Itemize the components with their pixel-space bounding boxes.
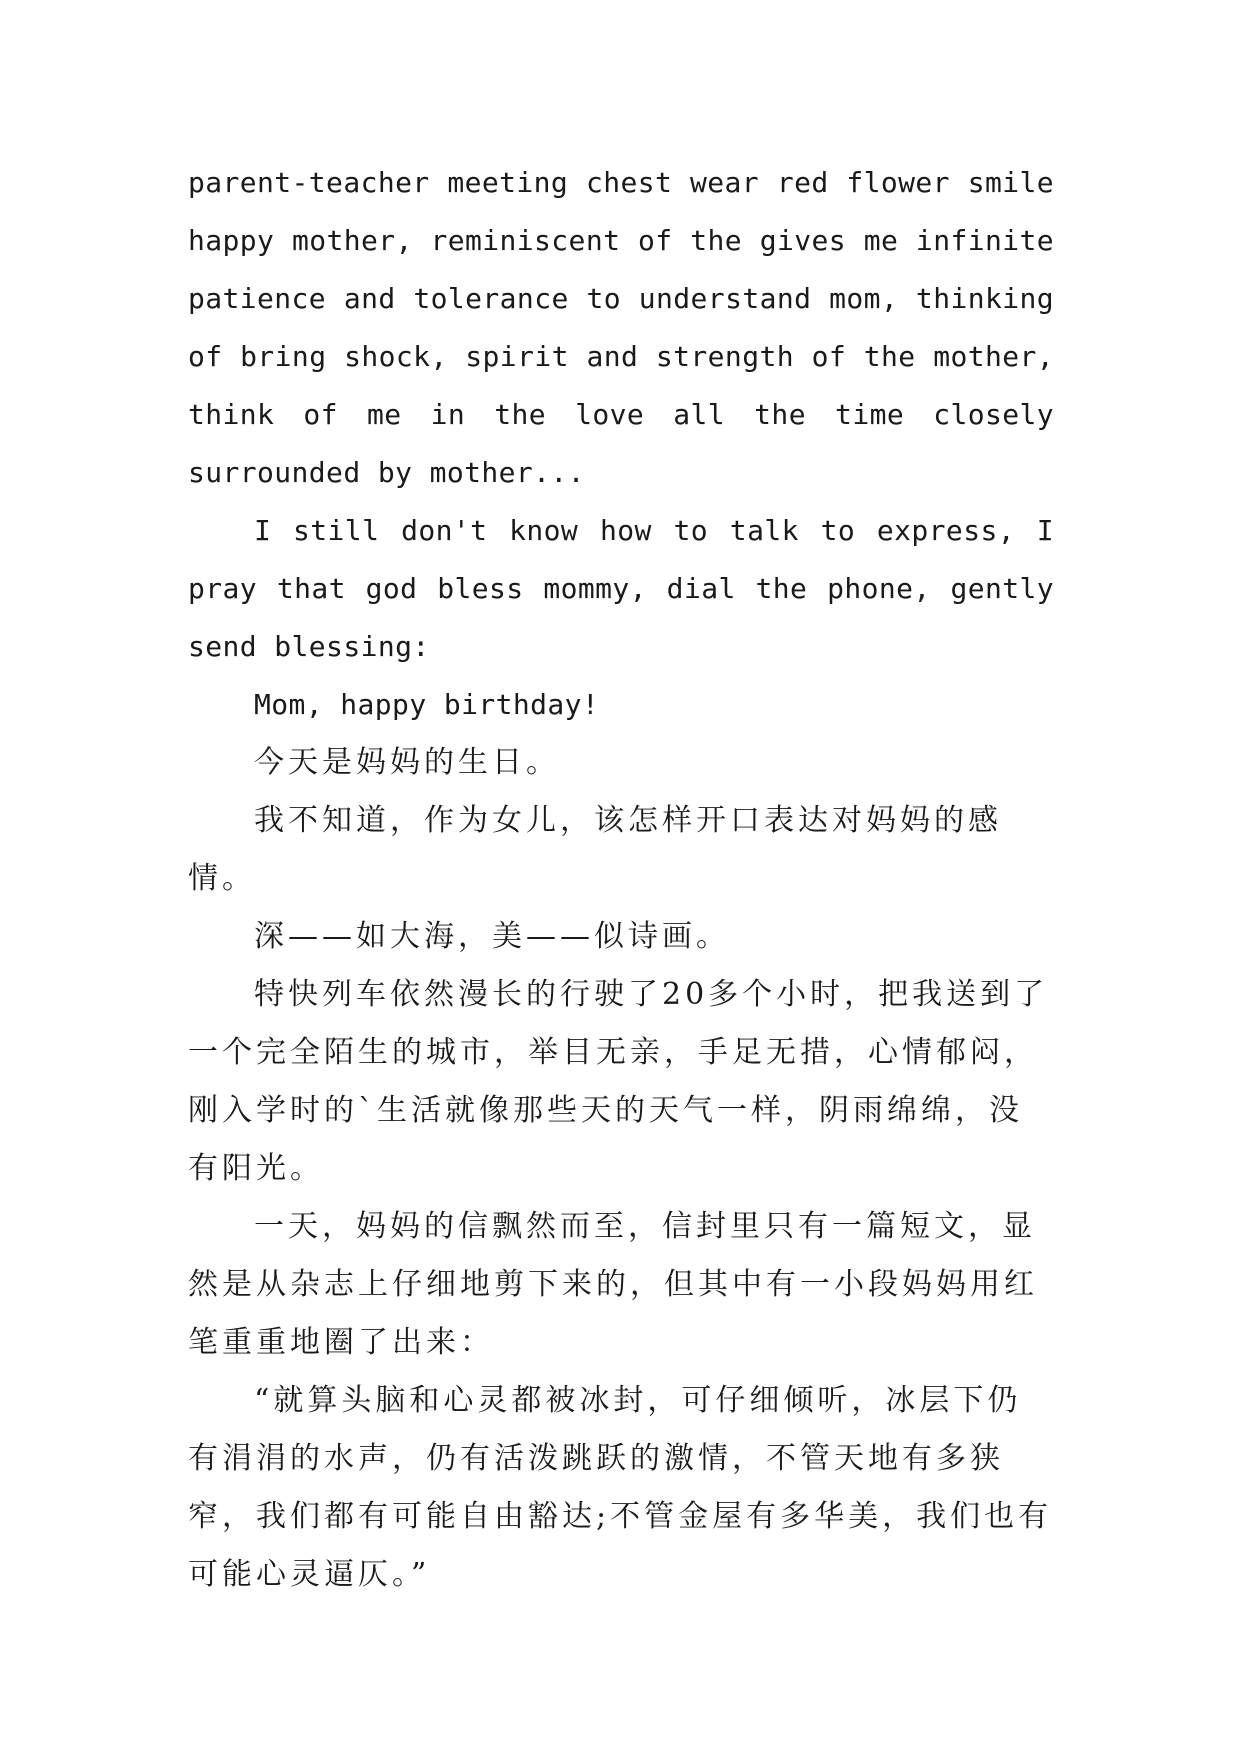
paragraph-prayer: I still don't know how to talk to express, I pray that god bless mommy, dial the phone, gently send blessing: <box>188 514 1054 663</box>
paragraph-deep-as-sea: 深——如大海，美——似诗画。 <box>254 919 730 954</box>
paragraph-continuation: parent-teacher meeting chest wear red flower smile happy mother, reminiscent of the gives me infinite patience and tolerance to understand mom, thinking of bring shock, spirit and strength of the mother, think of me in the love all the time closely surrounded by mother... <box>188 166 1054 489</box>
document-page <box>188 154 1054 1604</box>
paragraph-mothers-birthday: 今天是妈妈的生日。 <box>254 745 560 780</box>
paragraph-express-train: 特快列车依然漫长的行驶了20多个小时，把我送到了一个完全陌生的城市，举目无亲，手足无措，心情郁闷，刚入学时的`生活就像那些天的天气一样，阴雨绵绵，没有阳光。 <box>188 977 1049 1186</box>
paragraph-birthday-wish: Mom, happy birthday! <box>254 688 600 721</box>
paragraph-mothers-letter: 一天，妈妈的信飘然而至，信封里只有一篇短文，显然是从杂志上仔细地剪下来的，但其中有一小段妈妈用红笔重重地圈了出来： <box>188 1209 1038 1360</box>
paragraph-daughter-feelings: 我不知道，作为女儿，该怎样开口表达对妈妈的感情。 <box>188 803 1002 896</box>
paragraph-quotation: “就算头脑和心灵都被冰封，可仔细倾听，冰层下仍有涓涓的水声，仍有活泼跳跃的激情，不管天地有多狭窄，我们都有可能自由豁达;不管金屋有多华美，我们也有可能心灵逼仄。” <box>188 1383 1053 1592</box>
